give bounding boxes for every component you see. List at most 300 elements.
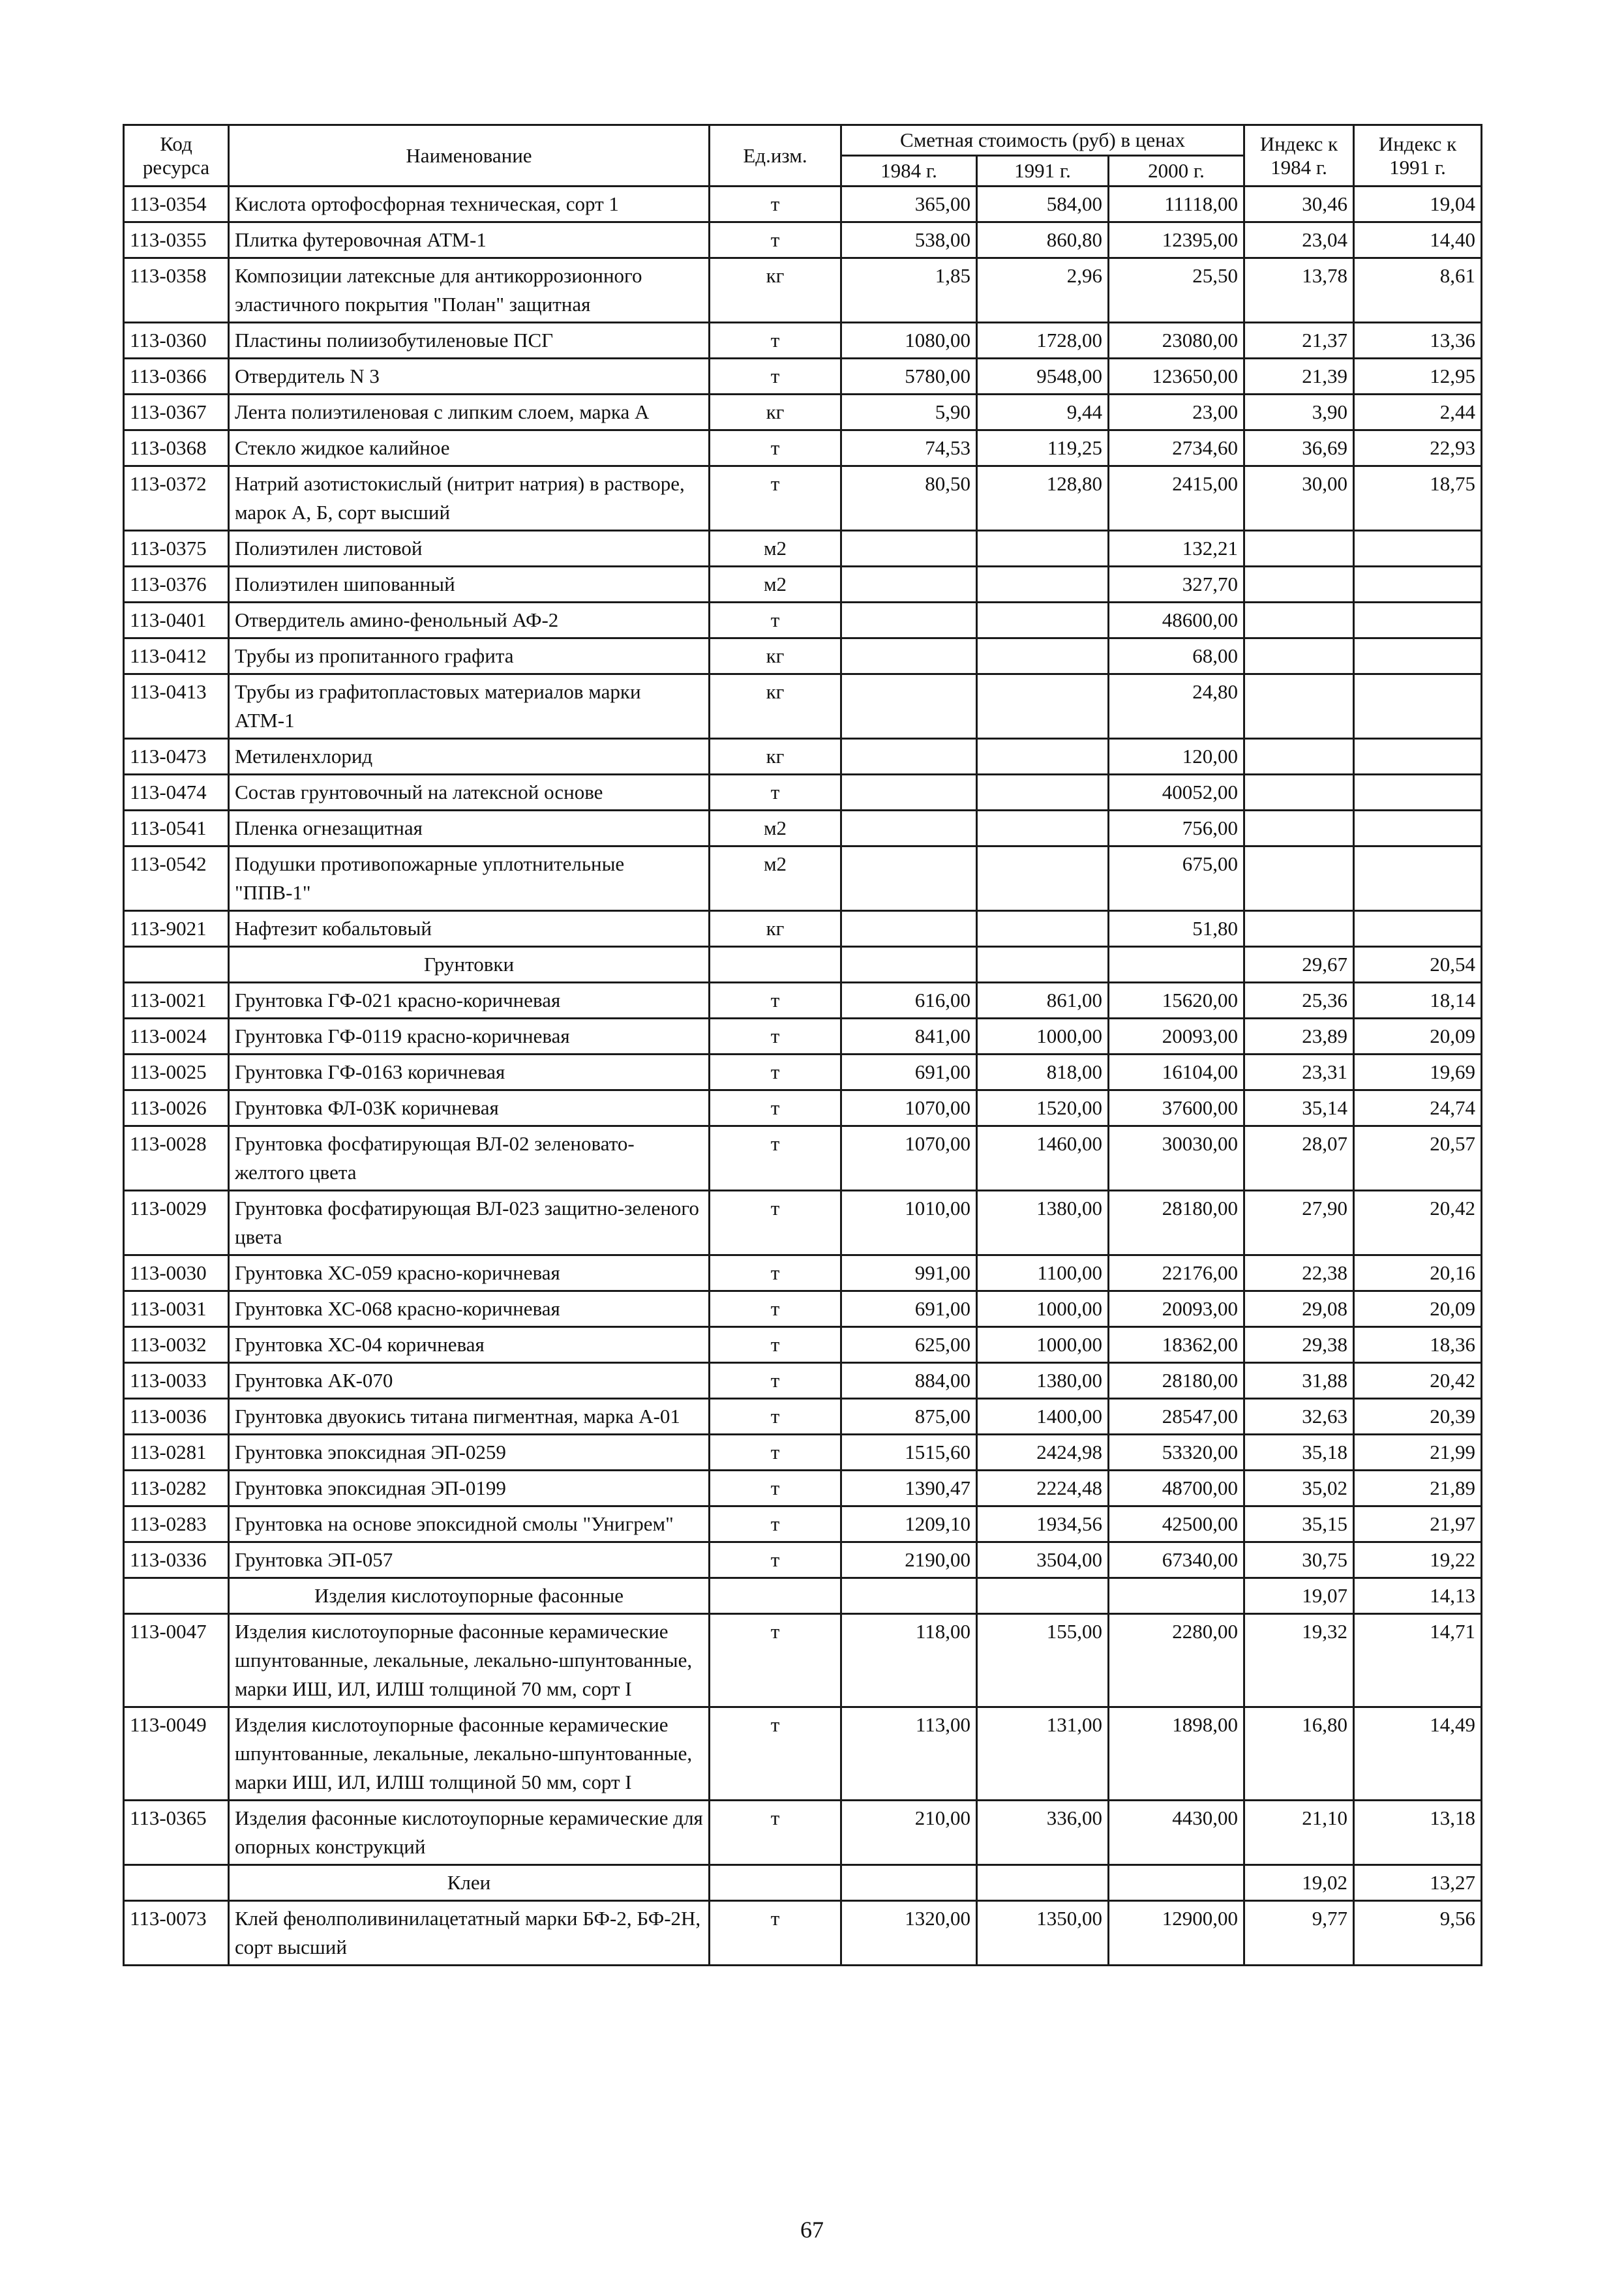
price-2000: 28547,00 [1109,1399,1244,1435]
section-index-1984: 29,67 [1244,947,1354,983]
index-1991: 20,42 [1354,1191,1482,1255]
table-row [124,674,1482,739]
header-2000: 2000 г. [1109,156,1244,187]
price-2000: 48700,00 [1109,1471,1244,1506]
index-1991: 20,09 [1354,1291,1482,1327]
table-row [124,1291,1482,1327]
resource-code: 113-0026 [124,1090,229,1126]
item-unit: м2 [710,531,841,567]
price-1991-cell [977,1865,1109,1901]
item-unit: т [710,430,841,466]
price-1991: 584,00 [977,187,1109,222]
resource-code: 113-0025 [124,1055,229,1090]
index-1984: 30,00 [1244,466,1354,531]
item-unit: т [710,1327,841,1363]
resource-code: 113-9021 [124,911,229,947]
item-name: Состав грунтовочный на латексной основе [229,775,710,811]
resource-code: 113-0365 [124,1801,229,1865]
price-2000: 2415,00 [1109,466,1244,531]
price-2000: 67340,00 [1109,1542,1244,1578]
resource-code: 113-0036 [124,1399,229,1435]
table-row [124,1399,1482,1435]
price-1991: 860,80 [977,222,1109,258]
section-row [124,1865,1482,1901]
item-name: Грунтовка ЭП-057 [229,1542,710,1578]
table-row [124,1255,1482,1291]
item-unit: м2 [710,846,841,911]
header-1984: 1984 г. [841,156,977,187]
price-2000: 22176,00 [1109,1255,1244,1291]
price-table [123,124,1482,1966]
item-name: Грунтовка АК-070 [229,1363,710,1399]
table-row [124,1801,1482,1865]
item-unit: т [710,1901,841,1966]
item-name: Грунтовка эпоксидная ЭП-0199 [229,1471,710,1506]
item-name: Клей фенолполивинилацетатный марки БФ-2, БФ-2Н, сорт высший [229,1901,710,1966]
price-2000: 756,00 [1109,811,1244,846]
index-1991: 19,04 [1354,187,1482,222]
resource-code: 113-0336 [124,1542,229,1578]
index-1991: 21,89 [1354,1471,1482,1506]
item-name: Композиции латексные для антикоррозионного эластичного покрытия "Полан" защитная [229,258,710,323]
section-title: Изделия кислотоупорные фасонные [229,1578,710,1614]
price-2000: 18362,00 [1109,1327,1244,1363]
index-1991 [1354,638,1482,674]
index-1984 [1244,775,1354,811]
resource-code: 113-0366 [124,359,229,395]
price-2000: 68,00 [1109,638,1244,674]
item-name: Грунтовка ГФ-021 красно-коричневая [229,983,710,1019]
item-name: Грунтовка двуокись титана пигментная, марка А-01 [229,1399,710,1435]
index-1991: 19,69 [1354,1055,1482,1090]
price-1984: 5780,00 [841,359,977,395]
section-index-1991: 20,54 [1354,947,1482,983]
index-1984: 30,46 [1244,187,1354,222]
table-row [124,811,1482,846]
item-name: Нафтезит кобальтовый [229,911,710,947]
price-1991-cell [977,1578,1109,1614]
price-1984: 875,00 [841,1399,977,1435]
item-name: Полиэтилен шипованный [229,567,710,603]
table-row [124,1542,1482,1578]
item-unit: т [710,775,841,811]
price-1984-cell [841,1578,977,1614]
table-row [124,395,1482,430]
index-1984 [1244,567,1354,603]
item-unit: т [710,323,841,359]
price-2000: 25,50 [1109,258,1244,323]
price-1991: 1380,00 [977,1191,1109,1255]
price-1984: 113,00 [841,1707,977,1801]
index-1984: 23,31 [1244,1055,1354,1090]
resource-code: 113-0283 [124,1506,229,1542]
resource-code: 113-0033 [124,1363,229,1399]
index-1984: 28,07 [1244,1126,1354,1191]
price-1991: 155,00 [977,1614,1109,1707]
price-1991: 1350,00 [977,1901,1109,1966]
price-1991: 131,00 [977,1707,1109,1801]
code-cell [124,1578,229,1614]
table-row [124,567,1482,603]
resource-code: 113-0031 [124,1291,229,1327]
price-2000: 16104,00 [1109,1055,1244,1090]
item-unit: т [710,1090,841,1126]
resource-code: 113-0354 [124,187,229,222]
index-1991: 13,36 [1354,323,1482,359]
item-unit: т [710,1255,841,1291]
item-unit: т [710,1126,841,1191]
price-1991: 9,44 [977,395,1109,430]
item-unit: т [710,1707,841,1801]
item-name: Грунтовка ГФ-0163 коричневая [229,1055,710,1090]
price-1984: 538,00 [841,222,977,258]
item-unit: кг [710,395,841,430]
header-1991: 1991 г. [977,156,1109,187]
section-index-1991: 14,13 [1354,1578,1482,1614]
price-1984 [841,911,977,947]
index-1984: 23,89 [1244,1019,1354,1055]
price-1984 [841,846,977,911]
index-1991: 20,16 [1354,1255,1482,1291]
index-1991: 19,22 [1354,1542,1482,1578]
section-index-1984: 19,07 [1244,1578,1354,1614]
price-2000: 30030,00 [1109,1126,1244,1191]
price-1984: 691,00 [841,1055,977,1090]
price-2000: 11118,00 [1109,187,1244,222]
price-1991: 1000,00 [977,1291,1109,1327]
price-1984 [841,739,977,775]
index-1991: 18,75 [1354,466,1482,531]
item-name: Грунтовка ГФ-0119 красно-коричневая [229,1019,710,1055]
item-name: Трубы из графитопластовых материалов марки АТМ-1 [229,674,710,739]
price-1984: 365,00 [841,187,977,222]
index-1984: 32,63 [1244,1399,1354,1435]
unit-cell [710,947,841,983]
item-unit: т [710,359,841,395]
index-1991: 8,61 [1354,258,1482,323]
table-row [124,1126,1482,1191]
table-row [124,911,1482,947]
index-1984: 35,14 [1244,1090,1354,1126]
price-1991: 1400,00 [977,1399,1109,1435]
resource-code: 113-0473 [124,739,229,775]
header-unit: Ед.изм. [710,125,841,187]
item-unit: м2 [710,567,841,603]
table-row [124,1471,1482,1506]
index-1984 [1244,846,1354,911]
item-unit: т [710,1363,841,1399]
item-name: Лента полиэтиленовая с липким слоем, марка А [229,395,710,430]
price-2000-cell [1109,1578,1244,1614]
index-1984: 16,80 [1244,1707,1354,1801]
price-1991: 818,00 [977,1055,1109,1090]
resource-code: 113-0029 [124,1191,229,1255]
price-1984: 1320,00 [841,1901,977,1966]
price-1991 [977,775,1109,811]
price-1991 [977,674,1109,739]
item-name: Подушки противопожарные уплотнительные "ППВ-1" [229,846,710,911]
price-1991: 128,80 [977,466,1109,531]
price-1991: 119,25 [977,430,1109,466]
index-1991 [1354,603,1482,638]
price-2000: 1898,00 [1109,1707,1244,1801]
item-unit: т [710,1542,841,1578]
price-1991 [977,531,1109,567]
price-1991-cell [977,947,1109,983]
item-unit: т [710,187,841,222]
price-1991 [977,846,1109,911]
index-1991: 13,18 [1354,1801,1482,1865]
price-2000: 42500,00 [1109,1506,1244,1542]
item-unit: т [710,1471,841,1506]
index-1984 [1244,674,1354,739]
price-1984 [841,638,977,674]
item-name: Натрий азотистокислый (нитрит натрия) в растворе, марок А, Б, сорт высший [229,466,710,531]
index-1991: 14,71 [1354,1614,1482,1707]
price-1984: 991,00 [841,1255,977,1291]
price-1991: 1934,56 [977,1506,1109,1542]
item-unit: кг [710,674,841,739]
header-code: Код ресурса [124,125,229,187]
price-2000: 12900,00 [1109,1901,1244,1966]
index-1984 [1244,531,1354,567]
price-2000: 23080,00 [1109,323,1244,359]
resource-code: 113-0021 [124,983,229,1019]
price-1991: 1460,00 [977,1126,1109,1191]
index-1991: 21,97 [1354,1506,1482,1542]
item-name: Грунтовка эпоксидная ЭП-0259 [229,1435,710,1471]
table-row [124,1191,1482,1255]
price-1991: 9548,00 [977,359,1109,395]
price-1991 [977,911,1109,947]
price-1984: 1390,47 [841,1471,977,1506]
table-row [124,1614,1482,1707]
price-2000-cell [1109,947,1244,983]
price-1991 [977,567,1109,603]
item-name: Изделия кислотоупорные фасонные керамические шпунтованные, лекальные, лекально-шпунтованные, марки ИШ, ИЛ, ИЛШ толщиной 70 мм, сорт I [229,1614,710,1707]
price-1984: 5,90 [841,395,977,430]
item-unit: кг [710,739,841,775]
item-name: Отвердитель N 3 [229,359,710,395]
price-2000: 28180,00 [1109,1191,1244,1255]
index-1984: 22,38 [1244,1255,1354,1291]
index-1991: 12,95 [1354,359,1482,395]
price-2000: 327,70 [1109,567,1244,603]
header-index-1991: Индекс к 1991 г. [1354,125,1482,187]
table-row [124,359,1482,395]
table-row [124,187,1482,222]
item-unit: кг [710,911,841,947]
price-1984: 625,00 [841,1327,977,1363]
table-row [124,323,1482,359]
table-row [124,846,1482,911]
resource-code: 113-0542 [124,846,229,911]
resource-code: 113-0028 [124,1126,229,1191]
item-name: Пластины полиизобутиленовые ПСГ [229,323,710,359]
section-row [124,1578,1482,1614]
price-1984-cell [841,1865,977,1901]
item-name: Стекло жидкое калийное [229,430,710,466]
item-unit: т [710,983,841,1019]
price-1984: 1070,00 [841,1126,977,1191]
resource-code: 113-0413 [124,674,229,739]
price-1984: 1515,60 [841,1435,977,1471]
resource-code: 113-0368 [124,430,229,466]
price-1984: 1010,00 [841,1191,977,1255]
price-2000: 28180,00 [1109,1363,1244,1399]
price-1984 [841,603,977,638]
index-1991: 18,36 [1354,1327,1482,1363]
unit-cell [710,1578,841,1614]
index-1984: 23,04 [1244,222,1354,258]
price-1991: 1000,00 [977,1019,1109,1055]
item-name: Кислота ортофосфорная техническая, сорт 1 [229,187,710,222]
table-body [124,187,1482,1966]
item-name: Грунтовка ХС-04 коричневая [229,1327,710,1363]
price-2000: 53320,00 [1109,1435,1244,1471]
item-unit: кг [710,638,841,674]
item-unit: т [710,1291,841,1327]
table-row [124,1327,1482,1363]
price-1984: 1,85 [841,258,977,323]
resource-code: 113-0282 [124,1471,229,1506]
index-1984: 30,75 [1244,1542,1354,1578]
index-1991: 24,74 [1354,1090,1482,1126]
index-1984 [1244,739,1354,775]
index-1984: 36,69 [1244,430,1354,466]
item-name: Грунтовка на основе эпоксидной смолы "Унигрем" [229,1506,710,1542]
index-1984: 25,36 [1244,983,1354,1019]
unit-cell [710,1865,841,1901]
price-1984 [841,567,977,603]
index-1991: 20,39 [1354,1399,1482,1435]
resource-code: 113-0376 [124,567,229,603]
price-1991: 2,96 [977,258,1109,323]
table-row [124,531,1482,567]
resource-code: 113-0024 [124,1019,229,1055]
index-1984 [1244,638,1354,674]
item-name: Грунтовка фосфатирующая ВЛ-023 защитно-зеленого цвета [229,1191,710,1255]
table-row [124,258,1482,323]
resource-code: 113-0401 [124,603,229,638]
index-1984 [1244,911,1354,947]
resource-code: 113-0355 [124,222,229,258]
index-1984: 35,18 [1244,1435,1354,1471]
index-1991: 9,56 [1354,1901,1482,1966]
index-1991 [1354,739,1482,775]
item-name: Грунтовка фосфатирующая ВЛ-02 зеленовато-желтого цвета [229,1126,710,1191]
section-index-1984: 19,02 [1244,1865,1354,1901]
index-1984: 21,39 [1244,359,1354,395]
item-unit: т [710,1191,841,1255]
index-1984: 19,32 [1244,1614,1354,1707]
resource-code: 113-0032 [124,1327,229,1363]
price-1984: 210,00 [841,1801,977,1865]
item-unit: м2 [710,811,841,846]
item-unit: т [710,1435,841,1471]
item-name: Плитка футеровочная АТМ-1 [229,222,710,258]
price-1984: 884,00 [841,1363,977,1399]
header-cost-group: Сметная стоимость (руб) в ценах [841,125,1244,156]
item-unit: т [710,466,841,531]
header-index-1984: Индекс к 1984 г. [1244,125,1354,187]
item-name: Метиленхлорид [229,739,710,775]
resource-code: 113-0073 [124,1901,229,1966]
index-1991: 20,09 [1354,1019,1482,1055]
table-row [124,603,1482,638]
price-2000: 4430,00 [1109,1801,1244,1865]
item-unit: т [710,1614,841,1707]
price-2000: 20093,00 [1109,1291,1244,1327]
price-2000: 37600,00 [1109,1090,1244,1126]
price-1991: 2224,48 [977,1471,1109,1506]
index-1991: 14,40 [1354,222,1482,258]
item-name: Грунтовка ХС-059 красно-коричневая [229,1255,710,1291]
price-2000-cell [1109,1865,1244,1901]
table-row [124,1435,1482,1471]
price-2000: 2280,00 [1109,1614,1244,1707]
resource-code: 113-0474 [124,775,229,811]
index-1984: 29,08 [1244,1291,1354,1327]
price-1984: 1080,00 [841,323,977,359]
price-1984 [841,811,977,846]
item-unit: т [710,1399,841,1435]
price-2000: 40052,00 [1109,775,1244,811]
price-1991 [977,811,1109,846]
index-1984: 13,78 [1244,258,1354,323]
price-1984 [841,531,977,567]
price-1991: 1380,00 [977,1363,1109,1399]
index-1984: 29,38 [1244,1327,1354,1363]
resource-code: 113-0360 [124,323,229,359]
price-1984: 616,00 [841,983,977,1019]
item-name: Полиэтилен листовой [229,531,710,567]
item-unit: т [710,603,841,638]
item-unit: кг [710,258,841,323]
resource-code: 113-0367 [124,395,229,430]
item-unit: т [710,1801,841,1865]
price-2000: 120,00 [1109,739,1244,775]
resource-code: 113-0358 [124,258,229,323]
section-title: Клеи [229,1865,710,1901]
index-1984: 21,37 [1244,323,1354,359]
price-1991 [977,739,1109,775]
index-1991 [1354,531,1482,567]
table-row [124,983,1482,1019]
section-row [124,947,1482,983]
index-1991: 20,42 [1354,1363,1482,1399]
price-1984: 841,00 [841,1019,977,1055]
index-1984: 3,90 [1244,395,1354,430]
price-1991: 336,00 [977,1801,1109,1865]
price-1984 [841,674,977,739]
index-1984: 9,77 [1244,1901,1354,1966]
price-1984: 80,50 [841,466,977,531]
section-title: Грунтовки [229,947,710,983]
resource-code: 113-0049 [124,1707,229,1801]
price-1984: 691,00 [841,1291,977,1327]
table-row [124,775,1482,811]
price-1991 [977,603,1109,638]
resource-code: 113-0372 [124,466,229,531]
resource-code: 113-0047 [124,1614,229,1707]
table-row [124,466,1482,531]
resource-code: 113-0281 [124,1435,229,1471]
price-2000: 675,00 [1109,846,1244,911]
index-1991: 18,14 [1354,983,1482,1019]
index-1984: 27,90 [1244,1191,1354,1255]
resource-code: 113-0030 [124,1255,229,1291]
